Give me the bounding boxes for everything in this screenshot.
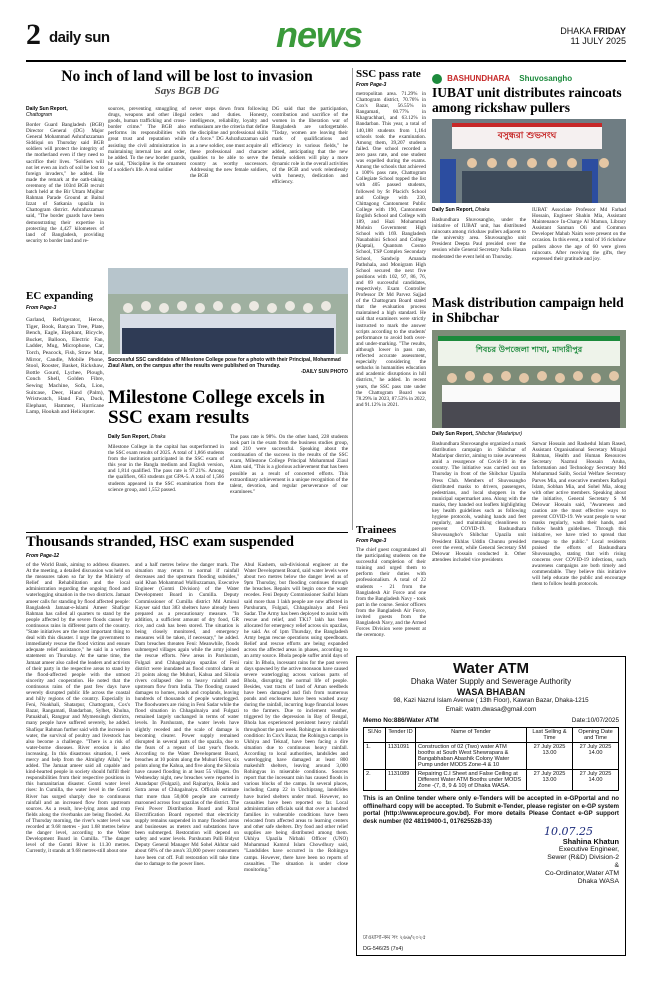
- subhead: Says BGB DG: [154, 85, 220, 97]
- tender-subtitle: Dhaka Water Supply and Sewerage Authority: [410, 677, 572, 686]
- section-rule: [26, 532, 348, 533]
- tender-note: This is an Online tender where only e-Tenders will be accepted in e-GPportal and no offline/hard copy will be accepted. To Submit e-Tender, please register on e-GP system portal (http://www.eprocure.gov.bd). For more details Please Contact e-GP support desk number (02 48119400-1, 017625528-33): [363, 795, 619, 825]
- table-row: 1. 1131091 Construction of 02 (Two) water ATM booths at South West Shewrapara & Bangabhaban Abashik Colony Water Pump under MODS Zone-4 & 10 27 July 2025 13.00 27 July 2025 14.00: [364, 743, 619, 770]
- tender-table: [363, 727, 619, 791]
- memo-line: [363, 717, 619, 724]
- headline: IUBAT unit distributes raincoats among rickshaw pullers: [432, 85, 622, 115]
- photo-credit: -DAILY SUN PHOTO: [300, 369, 348, 375]
- dateline-block: [560, 26, 626, 46]
- signer-block: Shahina Khatun Executive Engineer, Sewer (R&D) Division-2 & Co-Ordinator,Water ATM Dhaka WASA: [544, 837, 619, 886]
- milestone-photo: [108, 268, 348, 354]
- bashundhara-logo-icon: [432, 74, 442, 84]
- photo-caption: Successful SSC candidates of Milestone College pose for a photo with their Principal, Mohammad Ziaul Alam, on the campus after the results were published on Thursday. -DAILY SUN PHOTO: [108, 357, 348, 375]
- tender-address: 98, Kazi Nazrul Islam Avenue ( 13th Floor), Kawran Bazar, Dhaka-1215: [393, 697, 589, 704]
- headline: No inch of land will be lost to invasion: [61, 68, 313, 85]
- byline: Daily Sun Report, Dhaka: [432, 207, 490, 213]
- mask-photo: [432, 330, 626, 428]
- byline: Daily Sun Report, Chattogram: [26, 106, 68, 118]
- section-title: news: [276, 14, 363, 55]
- body-col-4: DG said that the participation, contribution and sacrifice of the women in the liberation war of Bangladesh are unforgettable. "Today, women are leaving their mark of qualifications and efficiency in various fields," he added, anticipating that the new female soldiers will play a more dynamic role in the overall activities of the BGB and work relentlessly with honesty, dedication and efficiency.: [272, 106, 348, 186]
- banner-text: বসুন্ধরা শুভসংঘ: [497, 131, 557, 141]
- body-col-3: never steps down from following orders and duties. Honesty, intelligence, reliability, loyalty and enthusiasm are the criteria that define the discipline and professional skills of a force." DG Ashrafuzzaman said as a new soldier, one must acquire all these professional and character qualities to be able to serve the country as worthy successors. Addressing the new female soldiers, the BGB: [190, 106, 268, 180]
- source: From Page-12: [26, 553, 60, 559]
- body-col-2: Sarwar Hossain and Rashedul Islam Rased, Assistant Organisational Secretary Mirajul Rahman, Health and Human Resources Secretary Nazmul Hossain Aruba, Information and Technology Secretary Md Mohammad Salib, Social Welfare Secretary Parves Mia, and executive members Rafiqul Islam, Sobhan Mia, and Sohel Mia, along with other active members. Speaking about the initiative, General Secretary S M Delowar Hossain said, "Awareness and caution are the most effective ways to prevent COVID-19. We want people to wear masks regularly, wash their hands, and follow health guidelines. Through this initiative, we have tried to spread that message to the public." Local residents praised the efforts of Bashundhara Shuvosangho, stating that with rising concerns over COVID-19 infections, such awareness campaigns are both timely and commendable. They believe this initiative will help educate the public and encourage them to follow health protocols.: [532, 441, 626, 588]
- paper-name: daily sun: [49, 29, 110, 46]
- article-milestone: [108, 388, 348, 530]
- memo-date: Date:10/07/2025: [571, 717, 619, 724]
- article-invasion: [26, 68, 348, 266]
- body-col-2: and a half metres below the danger mark. The situation may return to normal if rainfall decreases and the upstream flooding subsides," said Khan Mohammad Walliuzzaman, Executive Engineer (Gomti Division) of the Water Development Board in Cumilla. Deputy Commissioner of Cumilla district Md Aminul Kayser said that 383 shelters have already been prepared as a precautionary measure. "In addition, a sufficient amount of dry food, GR rice, and cash has been stored. The situation is being closely monitored, and emergency measures will be taken, if necessary," he added. Dam breaches threaten Feni: Meanwhile, floods submerged villages again while the army joined the rescue efforts. New areas in Parshuram, Fulgazi and Chhagalnaiya upazilas of Feni district were inundated as flood control dams at 21 points along the Muhuri, Kahua and Silonia rivers collapsed due to heavy rainfall and upstream flow from India. The flooding caused damages to homes, roads and croplands, leaving hundreds of thousands of people waterlogged. The floodwaters are rising in Feni Sadar while the flood situation in Chhagalnaiya and Fulgazi remained largely unchanged in terms of water levels. In Parshuram, the water levels have slightly receded and the scale of damage is becoming clearer. Power supply remained disrupted in several parts of the upazila, due to the fears of a repeat of last year's floods. According to the Water Development Board, breaches at 10 points along the Muhuri River, six points along the Kahua, and five along the Silonia have caused flooding in at least 55 villages. On Wednesday night, new breaches were reported in Anandapur (Fulgazi), and Rajnariya, Bokia and Sutra areas of Chhagalnaiya. Officials estimate that more than 50,000 people are currently marooned across four upazilas of the district. The Feni Power Distribution Board and Rural Electrification Board reported that electricity supply remains suspended in many flooded areas and businesses as meters and substations have been submerged. Restoration will depend on safety and water levels. Parshuram Palli Bidyut Deputy General Manager Md Sohel Akhtar said about 60% of the area's 33,000 power consumers have been cut off. Full restoration will take time due to damage to the power lines.: [135, 562, 239, 867]
- col-header: Name of Tender: [416, 728, 527, 743]
- body-col-3: Abul Kashem, sub-divisional engineer at the Water Development Board, said water levels were about two metres below the danger level as of 9pm Thursday, but flooding continues through the breaches. Repairs will begin once the water recedes. Feni Deputy Commissioner Saiful Islam said more than 1 lakh people are now affected in Parshuram, Fulgazi, Chhagalnaiya and Feni Sadar. The Army has been deployed to assist with rescue and relief, and TK17 lakh has been allocated for emergency relief across six upazilas, he said. As of 1pm Thursday, the Bangladesh Army began rescue operations using speedboats. Relief and rescue efforts are being expanded across the affected areas in phases, according to an army source. Bhola people suffer amid days of rain: In Bhola, incessant rains for the past seven days spawned by the active monsoon have caused severe waterlogging across various parts of Bhola, disrupting the normal life of people. Besides, vast tracts of land of Aman seedbeds have been damaged and fish from numerous ponds and enclosures have been washed away during the rainfall, incurring huge financial losses to the farmers. Due to inclement weather, triggered by the depression in Bay of Bengal, Bhola has experienced persistent heavy rainfall throughout the past week. Rohingyas in miserable condition: In Cox's Bazar, the Rohingya camps in Ukhiya and Teknaf, have been facing a dire situation due to continuous heavy rainfall. According to local authorities, landslides and waterlogging have damaged at least 800 makeshift shelters, leaving around 3,000 Rohingyas in miserable conditions. Sources report that the incessant rain has caused floods in various blocks of the camps. In several places, including Camp 22 in Unchiprang, landslides have buried shelters under mud. However, no casualties have been reported so far. Local administration officials said that over a hundred families in vulnerable conditions have been relocated from affected areas to learning centers and other safe shelters. Dry food and other relief supplies are being distributed among them. Ukhiya Upazila Nirbahi Officer (UNO) Mohammad Kamrul Islam Chowdhury said, "Landslides have occurred in the Rohingya camps. However, there have been no reports of casualties. The situation is under close monitoring.": [244, 562, 348, 873]
- col-header: Opening Date and Time: [573, 728, 619, 743]
- body-col-1: Milestone College in the capital has outperformed in the SSC exam results of 2025. A total of 1,866 students from the institution participated in the SSC exam of this year in the Bangla medium and English version, and 1,814 qualified. The pass rate is 97.21%. Among the qualifiers, 663 students got GPA-5. A total of 1,566 students appeared in the SSC examination from the science group, and 1,552 passed.: [108, 444, 224, 493]
- tender-email: Email: watm.dwasa@gmail.com: [445, 706, 537, 713]
- masthead-rule: [26, 60, 626, 62]
- article-mask: [432, 296, 626, 652]
- body-col-1: of the World Bank, aiming to address disasters. At the meeting, a detailed discussion was held on the measures taken so far by the Ministry of Relief and Rehabilitation and the local administration regarding the ongoing flood and waterlogging situation in the two districts. Jamaat ameer calls for standing by flood affected people: Bangladesh Jamaat-e-Islami Ameer Shafiqur Rahman has called all quarters to stand by the people affected by the severe floods caused by continuous rains in different parts of the country. "State initiatives are the most important thing to deal with this disaster. I urge the government to immediately rescue the flood victims and ensure adequate relief assistance," he said in a written statement on Thursday. At the same time, the Jamaat ameer also called the leaders and activists of their party in the respective areas to stand by the flood-affected people with the utmost sincerity and cooperation. He noted that the continuous rains of the past few days have severely disrupted public life across the coastal and hilly regions of the country. Especially in Feni, Noakhali, Shatarpur, Chattogram, Cox's Bazar, Rangamati, Bandarban, Sylhet, Khulna, Patuakhali, Rangpur and Mymensingh districts, many people have suffered severely, he added. Shafiqur Rahman further said with the increase in water, the survival of poultry and livestock has also become a challenge. "There is a risk of water-borne diseases. River erosion is also increasing. In this disastrous situation, I seek mercy and help from the Almighty Allah," he added. The Jamaat ameer said all capable and kind-hearted people in society should fulfill their responsibilities from their respective positions in this humanitarian disaster. Gomti water level rises: In Cumilla, the water level in the Gomti River has surged sharply due to continuous rainfall and an increased flow from upstream sources. As a result, low-lying areas and crop fields along the riverbanks are being flooded. As of Thursday morning, the river's water level was recorded at 9.68 metres - just 1.68 metres below the danger level, according to the Water Development Board in Cumilla. "The danger level of the Gomti River is 11.30 metres. Currently, it stands at 9.68 metres-still about one: [26, 562, 130, 855]
- page-number: 2: [26, 18, 41, 51]
- headline: Milestone College excels in SSC exam results: [108, 387, 325, 428]
- headline: Thousands stranded, HSC exam suspended: [26, 534, 294, 550]
- body-col-1: Border Guard Bangladesh (BGB) Director General (DG) Major General Mohammad Ashrafuzzaman Siddiqui on Thursday said BGB soldiers will protect the integrity of the motherland even if they need to sacrifice their lives. "Soldiers will not let even an inch of soil be lost to foreign invaders," he added. He made the remark at the oath-taking ceremony of the 103rd BGB recruit batch held at the Bir Uttam Mujibur Rahman Parade Ground at Baitul Izzat of Satkania upazila in Chattogram district. Ashrafuzzaman said, "The border guards have been demonstrating their expertise in protecting the 4,427 kilometers of land of Bangladesh, providing security to border land and re-: [26, 122, 104, 244]
- tender-title: Water ATM: [452, 660, 530, 677]
- ad-footer-1: ঢাওয়াসা-কম সং ২৬৬/২০২৫: [363, 935, 426, 941]
- headline: Trainees: [356, 524, 397, 536]
- ec-expanding: [26, 290, 104, 530]
- headline: SSC pass rate: [356, 68, 421, 80]
- col-header: Sl.No: [364, 728, 386, 743]
- col-header: Last Selling & Time: [527, 728, 573, 743]
- body-col-1: Bashundhara Shuvosangho, under the initiative of IUBAT unit, has distributed raincoats among rickshaw pullers adjacent to the university area. Shuvosangho unit President Deepta Paul presided over the session while General Secretary Nafis Hasan moderated the event held on Thursday.: [432, 217, 526, 260]
- body: metropolitan area. 71.29% in Chattogram district, 70.76% in Cox's Bazar, 56.55% in Rangamati, 60.77% in Khagrachhari, and 63.12% in Bandarban. This year, a total of 140,188 students from 1,164 schools took the examination. Among them, 39,207 students failed. One school recorded a zero pass rate, and one student was expelled during the exams. Among the schools that achieved a 100% pass rate, Chattogram Collegiate School topped the list with 405 passed students, followed by St Placid's School and College with 230, Chittagong Cantonment Public College with 190, Cantonment English School and College with 189, and Hazi Mohammad Mohsin Government High School with 169. Bangladesh Nauabahini School and College (Kaptai), Quantum Cosmo School, TSP Complex Secondary School, Sandwip Amanda Pathshala, and Monigram High School secured the next five positions with 102, 97, 86, 76, and 69 successful candidates, respectively. Exam Controller Professor Dr Md Parvez Sajjad of the Chattogram Board stated that the evaluation process maintained a high standard. He said that examiners were strictly instructed to mark the answer scripts according to the students' performance to avoid both over- and under-marking. "The results, although lower in pass rate, reflected accurate assessment, especially considering the setbacks in humanities education and academic disruptions in hill districts," he added. In recent years, the SSC pass rate under the Chattogram Board was 78.29% in 2023, 87.53% in 2022, and 91.12% in 2021.: [356, 91, 426, 408]
- headline: Mask distribution campaign held in Shibchar: [432, 295, 624, 325]
- article-thousands: [26, 534, 348, 956]
- masthead: [26, 14, 626, 56]
- date: 11 JULY 2025: [570, 36, 626, 46]
- bashundhara-logo: [432, 68, 626, 82]
- headline: EC expanding: [26, 290, 93, 302]
- col-header: Tender ID: [386, 728, 416, 743]
- ssc-pass-rate: [356, 68, 426, 516]
- byline: Daily Sun Report, Shibchar (Madaripur): [432, 431, 523, 437]
- memo-number: Memo No:886/Water ATM: [363, 717, 439, 724]
- table-row: 2. 1131089 Repairing C.I Sheet and False Ceiling at Different Water ATM Booths under MODS Zone -(7, 8, 9 & 10) of Dhaka WASA. 27 July 2025 13.00 27 July 2025 14.00: [364, 770, 619, 791]
- iubat-photo: [432, 119, 626, 203]
- source: From Page-3: [356, 538, 387, 544]
- column-divider: [352, 68, 353, 530]
- banner-text: শিবচর উপজেলা শাখা, মাদারীপুর: [475, 345, 583, 354]
- body-col-1: Bashundhara Shuvosangho organized a mask distribution campaign in Shibchar of Madaripur district, aiming to raise awareness amid a resurgence of Covid-19 in the country. The initiative was carried out on Thursday in front of the Shibchar Upazila Press Club. Members of Shuvosangho distributed masks to drivers, passengers, pedestrians, and local shoppers in the municipal supermarket area. Along with the masks, they handed out leaflets highlighting key health guidelines such as following hygiene protocols, washing hands and feet regularly, and maintaining cleanliness to prevent COVID-19. Bashundhara Shuvosangho's Shibchar Upazila unit President Ekhlas Uddin Chunnu presided over the event, while General Secretary SM Delowar Hossain conducted it. Other attendees included vice presidents: [432, 441, 526, 563]
- body-col-2: The pass rate is 98%. On the other hand, 228 students took part in the exam from the business studies group, and 210 were successful. Speaking about the continuation of the success in the results of the SSC exam, Milestone College Principal Mohammad Ziaul Alam said, "This is a glorious achievement that has been possible as a result of concerted efforts. This extraordinary achievement is a unique recognition of the talent, devotion, and regular perseverance of our examinees.": [230, 434, 348, 495]
- tender-ad: [356, 656, 626, 956]
- day: FRIDAY: [593, 26, 626, 36]
- logo-text: BASHUNDHARA: [447, 74, 511, 83]
- source: From Page-3: [356, 82, 387, 88]
- source: From Page-3: [26, 305, 57, 311]
- ad-footer-2: DG-546/25 (7x4): [363, 946, 404, 952]
- tender-table-header: [364, 728, 619, 743]
- body-col-2: IUBAT Associate Professor Md Farhad Hossain, Engineer Shahin Mia, Assistant Maintenance In-Charge Al Mamun, Library Assistant Sanman Oli and Common Developer Mahub Naim were present on the occasion. In this event, a total of 16 rickshaw pullers above the age of 60 were given raincoats. After receiving the gifts, they expressed their gratitude and joy.: [532, 207, 626, 262]
- body: Garland, Refrigerator, Heron, Tiger, Book, Banyan Tree, Plate, Bench, Eagle, Elephant, Bicycle, Bucket, Balloon, Electric Fan, Ladder, Mug, Microphone, Car, Torch, Peacock, Fish, Straw Mat, Mirror, Candle, Mobile Phone, Stool, Rooster, Basket, Rickshaw, Bottle Gourd, Lychee, Plough, Conch Shell, Golden Fibre, Sewing Machine, Sofa, Lion, Suitcase, Deer, Hand (Palm), Wristwatch, Hand Fan, Duck, Elephant, Hammer, Hurricane Lamp, Hookah and Helicopter.: [26, 317, 104, 416]
- tender-org: WASA BHABAN: [456, 687, 526, 697]
- body-col-2: sources, preventing smuggling of drugs, weapons and other illegal goods, human trafficking and cross-border crime." The BGB also performs its responsibilities with great trust and reputation while assisting the civil administration in maintaining internal law and order, he added. To the new border guards, he said, "Discipline is the ornament of a soldier's life. A real soldier: [108, 106, 186, 173]
- body: The chief guest congratulated all the participating students on the successful completion of their training and urged them to perform their duties with professionalism. A total of 22 students - 21 from the Bangladesh Air Force and one from the Bangladesh Navy - took part in the course. Senior officers from the Bangladesh Air Force, invited guests from the Bangladesh Navy, and the Armed Forces Division were present at the ceremony.: [356, 547, 426, 639]
- byline: Daily Sun Report, Dhaka: [108, 434, 166, 440]
- article-iubat: [432, 86, 626, 286]
- brand-text: Shuvosangho: [519, 74, 573, 83]
- group-photo-graphic: [108, 268, 348, 354]
- signature: 10.07.25: [544, 825, 593, 839]
- trainees: [356, 524, 426, 652]
- city: DHAKA: [560, 26, 591, 36]
